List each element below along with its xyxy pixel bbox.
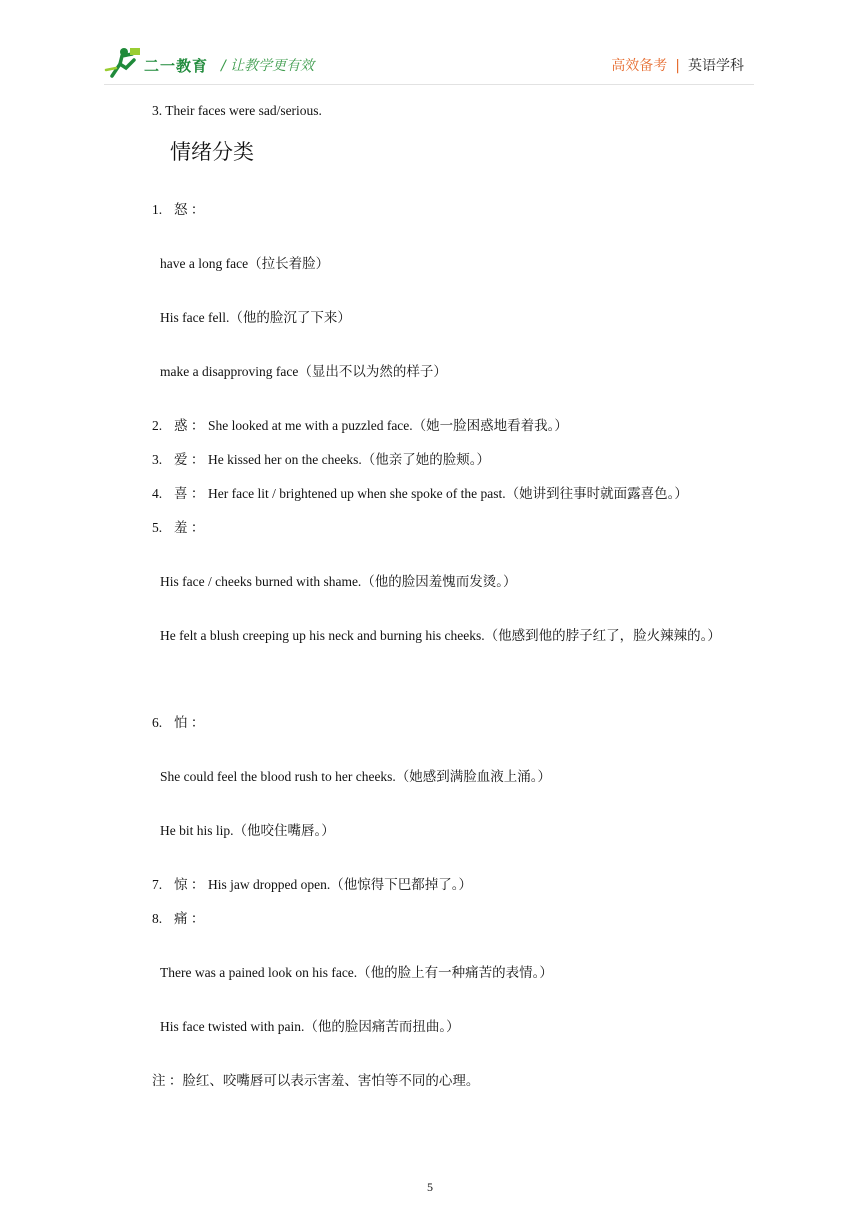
brand-name: 二一教育 xyxy=(144,57,209,75)
example-line: have a long face（拉长着脸） xyxy=(160,256,330,271)
category-label: 怒 ： xyxy=(174,202,205,217)
header-divider xyxy=(104,84,754,85)
category-love xyxy=(152,451,490,469)
category-pain xyxy=(152,910,208,928)
category-anger xyxy=(152,201,208,219)
category-label: 爱 ： xyxy=(174,452,205,467)
intro-line: 3. Their faces were sad/serious. xyxy=(152,103,322,118)
category-label: 惑 ： xyxy=(174,418,205,433)
item-number: 4. xyxy=(152,486,163,501)
page-header xyxy=(0,0,860,92)
note-line: 注 ：脸红、咬嘴唇可以表示害羞、害怕等不同的心理。 xyxy=(152,1073,480,1088)
item-number: 5. xyxy=(152,520,163,535)
example-line: His face twisted with pain.（他的脸因痛苦而扭曲。） xyxy=(160,1019,460,1034)
header-separator: | xyxy=(675,58,680,74)
category-label: 喜 ： xyxy=(174,486,205,501)
example-text: Her face lit / brightened up when she spoke of the past.（她讲到往事时就面露喜色。） xyxy=(208,486,688,501)
example-line: He felt a blush creeping up his neck and burning his cheeks.（他感到他的脖子红了，脸火辣辣的。） xyxy=(160,628,721,643)
category-surprise xyxy=(152,876,472,894)
example-line: He bit his lip.（他咬住嘴唇。） xyxy=(160,823,335,838)
item-number: 6. xyxy=(152,715,163,730)
item-number: 3. xyxy=(152,452,163,467)
category-joy xyxy=(152,485,688,503)
item-number: 2. xyxy=(152,418,163,433)
category-label: 羞 ： xyxy=(174,520,205,535)
category-label: 怕 ： xyxy=(174,715,205,730)
header-tagline xyxy=(611,55,744,75)
brand-slogan: / 让教学更有效 xyxy=(221,58,315,74)
example-text: He kissed her on the cheeks.（他亲了她的脸颊。） xyxy=(208,452,490,467)
category-confusion xyxy=(152,417,568,435)
item-number: 1. xyxy=(152,202,163,217)
example-text: His jaw dropped open.（他惊得下巴都掉了。） xyxy=(208,877,472,892)
example-line: His face / cheeks burned with shame.（他的脸因羞愧而发烫。） xyxy=(160,574,517,589)
category-label: 惊 ： xyxy=(174,877,205,892)
item-number: 7. xyxy=(152,877,163,892)
exam-label: 高效备考 xyxy=(611,58,668,74)
example-line: His face fell.（他的脸沉了下来） xyxy=(160,310,351,325)
page-number: 5 xyxy=(427,1180,433,1194)
item-number: 8. xyxy=(152,911,163,926)
category-shame xyxy=(152,519,208,537)
subject-label: 英语学科 xyxy=(688,58,744,74)
example-line: She could feel the blood rush to her cheeks.（她感到满脸血液上涌。） xyxy=(160,769,552,784)
example-line: There was a pained look on his face.（他的脸上有一种痛苦的表情。） xyxy=(160,965,553,980)
category-fear xyxy=(152,714,208,732)
example-text: She looked at me with a puzzled face.（她一脸困惑地看着我。） xyxy=(208,418,568,433)
category-label: 痛 ： xyxy=(174,911,205,926)
section-heading: 情绪分类 xyxy=(170,140,254,164)
example-line: make a disapproving face（显出不以为然的样子） xyxy=(160,364,447,379)
